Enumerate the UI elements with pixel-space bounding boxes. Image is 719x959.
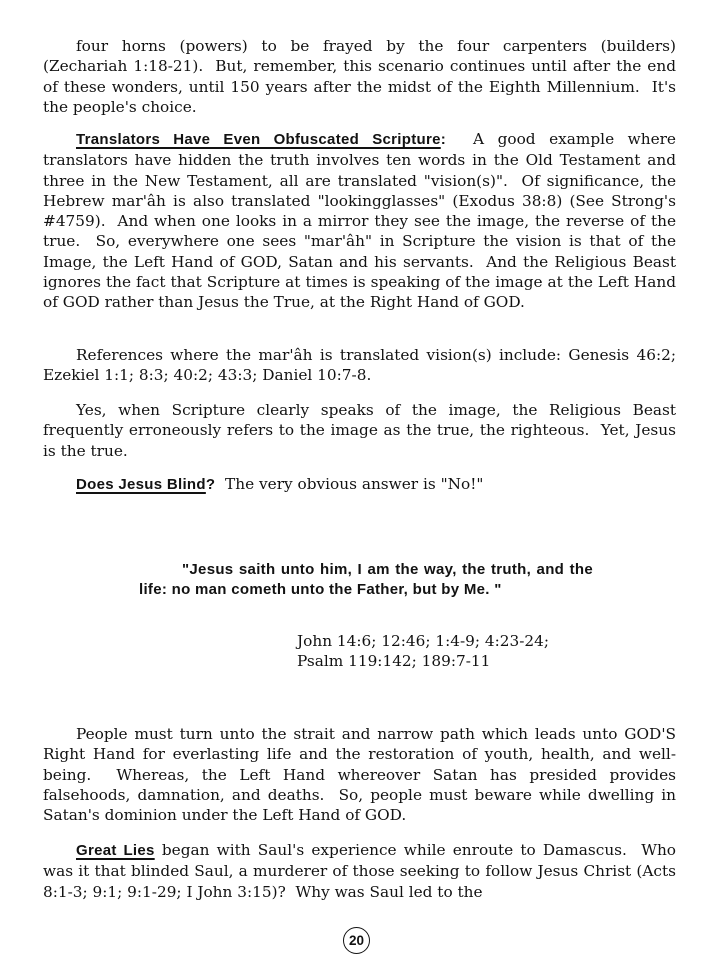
paragraph-translators-obfuscated: [43, 129, 676, 313]
body-text-run: The very obvious answer is "No!": [215, 475, 484, 493]
quote-reference-line: John 14:6; 12:46; 1:4-9; 4:23-24;: [297, 632, 550, 650]
paragraph-references: [43, 345, 676, 386]
inline-heading: ?: [205, 476, 216, 493]
inline-heading: Translators Have Even Obfuscated Scripture: [76, 131, 441, 148]
body-text-run: Yes, when Scripture clearly speaks of the image, the Religious Beast frequently erroneously refers to the image as the true, the righteous. Yet, Jesus is the true.: [43, 401, 676, 460]
body-text-run: began with Saul's experience while enroute to Damascus. Who was it that blinded Saul, a murderer of those seeking to follow Jesus Christ (Acts 8:1-3; 9:1; 9:1-29; I John 3:15)? Why was Saul led to the: [43, 841, 677, 901]
scripture-quote: "Jesus saith unto him, I am the way, the truth, and the life: no man cometh unto the Father, but by Me. ": [139, 561, 593, 599]
paragraph-people-must-turn: [43, 724, 676, 825]
body-text-run: four horns (powers) to be frayed by the four carpenters (builders) (Zechariah 1:18-21). But, remember, this scenario continues until after the end of these wonders, until 150 years after the midst of the Eighth Millennium. It's the people's choice.: [43, 37, 676, 116]
body-text-run: References where the mar'âh is translated vision(s) include: Genesis 46:2; Ezekiel 1:1; 8:3; 40:2; 43:3; Daniel 10:7-8.: [43, 346, 676, 385]
quote-references: [297, 631, 549, 672]
body-text-run: A good example where translators have hidden the truth involves ten words in the Old Testament and three in the New Testament, all are translated "vision(s)". Of significance, the Hebrew mar'âh is also translated "lookingglasses" (Exodus 38:8) (See Strong's #4759). And when one looks in a mirror they see the image, the reverse of the true. So, everywhere one sees "mar'âh" in Scripture the vision is that of the Image, the Left Hand of GOD, Satan and his servants. And the Religious Beast ignores the fact that Scripture at times is speaking of the image at the Left Hand of GOD rather than Jesus the True, at the Right Hand of GOD.: [43, 130, 676, 312]
paragraph-yes-image: [43, 400, 676, 461]
body-text-run: People must turn unto the strait and narrow path which leads unto GOD'S Right Hand for everlasting life and the restoration of youth, health, and well-being. Whereas, the Left Hand whereover Satan has presided provides falsehoods, damnation, and deaths. So, people must beware while dwelling in Satan's dominion under the Left Hand of GOD.: [43, 725, 676, 825]
inline-heading: Great Lies: [76, 842, 155, 859]
inline-heading: Does Jesus Blind: [76, 476, 206, 493]
page-number-badge: [343, 927, 370, 954]
page-number: 20: [348, 933, 365, 948]
paragraph-four-horns: [43, 36, 676, 117]
inline-heading: :: [440, 131, 447, 148]
quote-reference-line: Psalm 119:142; 189:7-11: [297, 652, 491, 671]
paragraph-does-jesus-blind: [43, 474, 676, 495]
paragraph-great-lies: [43, 840, 676, 902]
